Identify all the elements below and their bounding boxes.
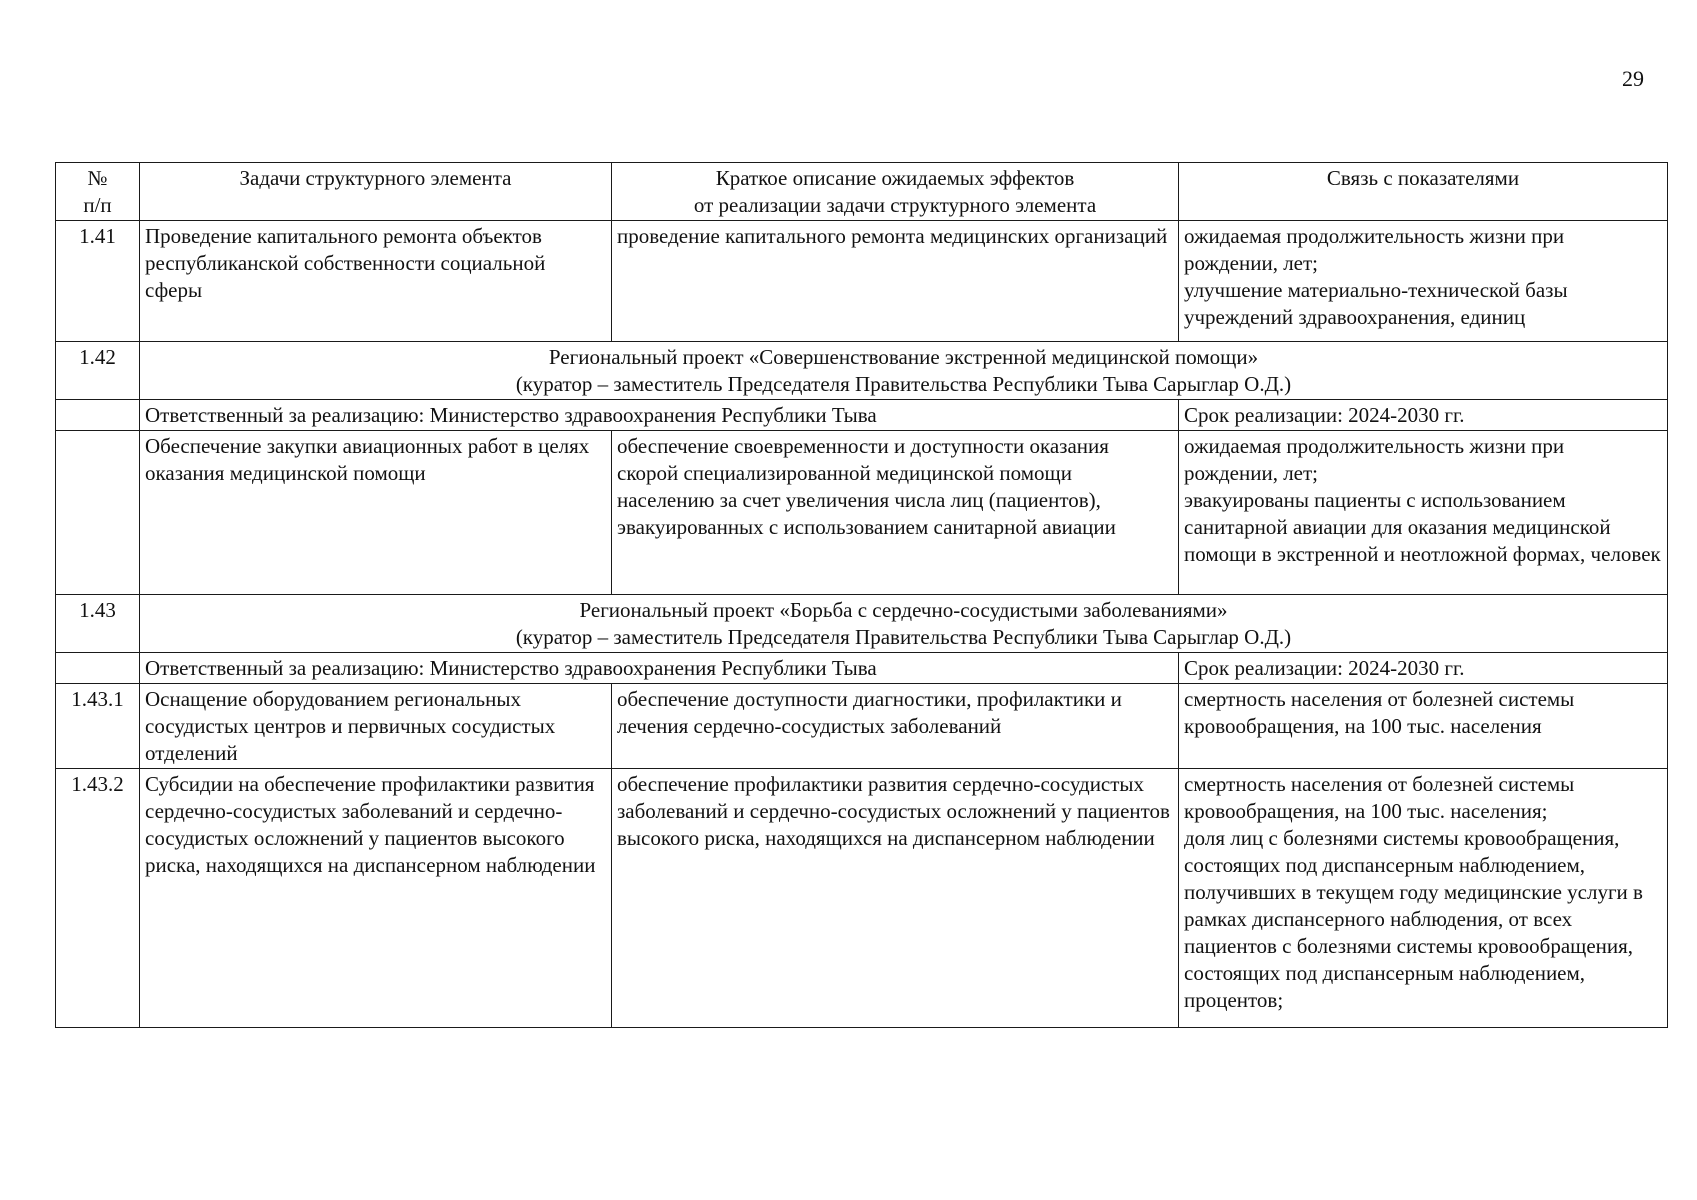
project-title: Региональный проект «Борьба с сердечно-сосудистыми заболеваниями» [579, 598, 1228, 622]
indicator-item: доля лиц с болезнями системы кровообращения, состоящих под диспансерным наблюдением, получивших в текущем году медицинские услуги в рамках диспансерного наблюдения, от всех пациентов с болезнями системы кровообращения, состоящих под диспансерным наблюдением, процентов; [1184, 826, 1643, 1012]
table-row-1-43-responsible [56, 653, 1668, 684]
effect-cell: обеспечение доступности диагностики, профилактики и лечения сердечно-сосудистых заболеваний [612, 684, 1179, 769]
header-effects-line-1: Краткое описание ожидаемых эффектов [715, 166, 1075, 190]
effect-cell: обеспечение своевременности и доступности оказания скорой специализированной медицинской помощи населению за счет увеличения числа лиц (пациентов), эвакуированных с использованием санитарной авиации [612, 431, 1179, 595]
table-row-1-43-2 [56, 769, 1668, 1028]
row-number: 1.43.1 [56, 684, 140, 769]
page-number: 29 [1622, 66, 1644, 91]
row-number: 1.43 [56, 595, 140, 653]
empty-cell [56, 400, 140, 431]
indicator-item: ожидаемая продолжительность жизни при рождении, лет; [1184, 434, 1565, 485]
project-title-cell [140, 595, 1668, 653]
effect-cell: обеспечение профилактики развития сердечно-сосудистых заболеваний и сердечно-сосудистых осложнений у пациентов высокого риска, находящихся на диспансерном наблюдении [612, 769, 1179, 1028]
row-number: 1.43.2 [56, 769, 140, 1028]
indicator-item: ожидаемая продолжительность жизни при рождении, лет; [1184, 224, 1565, 275]
indicators-cell [1179, 684, 1668, 769]
table-row-1-43 [56, 595, 1668, 653]
table-row-1-42-task [56, 431, 1668, 595]
header-indicators: Связь с показателями [1179, 163, 1668, 221]
empty-cell [56, 431, 140, 595]
header-effects-line-2: от реализации задачи структурного элемента [693, 193, 1097, 217]
project-curator: (куратор – заместитель Председателя Правительства Республики Тыва Сарыглар О.Д.) [515, 625, 1292, 649]
indicators-cell [1179, 221, 1668, 342]
responsible-cell: Ответственный за реализацию: Министерство здравоохранения Республики Тыва [140, 653, 1179, 684]
table-row-1-42 [56, 342, 1668, 400]
term-cell: Срок реализации: 2024-2030 гг. [1179, 400, 1668, 431]
header-num [56, 163, 140, 221]
task-cell: Субсидии на обеспечение профилактики развития сердечно-сосудистых заболеваний и сердечно-сосудистых осложнений у пациентов высокого риска, находящихся на диспансерном наблюдении [140, 769, 612, 1028]
task-cell: Проведение капитального ремонта объектов республиканской собственности социальной сферы [140, 221, 612, 342]
responsible-cell: Ответственный за реализацию: Министерство здравоохранения Республики Тыва [140, 400, 1179, 431]
indicators-cell [1179, 769, 1668, 1028]
project-title-cell [140, 342, 1668, 400]
indicator-item: смертность населения от болезней системы кровообращения, на 100 тыс. населения; [1184, 772, 1575, 823]
effect-cell: проведение капитального ремонта медицинских организаций [612, 221, 1179, 342]
table-row-1-42-responsible [56, 400, 1668, 431]
indicator-item: смертность населения от болезней системы кровообращения, на 100 тыс. населения [1184, 687, 1575, 738]
header-num-line-1: № [87, 166, 108, 190]
term-cell: Срок реализации: 2024-2030 гг. [1179, 653, 1668, 684]
table-header-row [56, 163, 1668, 221]
task-cell: Оснащение оборудованием региональных сосудистых центров и первичных сосудистых отделений [140, 684, 612, 769]
task-cell: Обеспечение закупки авиационных работ в целях оказания медицинской помощи [140, 431, 612, 595]
header-tasks: Задачи структурного элемента [140, 163, 612, 221]
project-curator: (куратор – заместитель Председателя Правительства Республики Тыва Сарыглар О.Д.) [515, 372, 1292, 396]
indicators-cell [1179, 431, 1668, 595]
indicator-item: улучшение материально-технической базы учреждений здравоохранения, единиц [1184, 278, 1568, 329]
row-number: 1.42 [56, 342, 140, 400]
empty-cell [56, 653, 140, 684]
header-num-line-2: п/п [83, 193, 112, 217]
project-title: Региональный проект «Совершенствование экстренной медицинской помощи» [548, 345, 1259, 369]
indicator-item: эвакуированы пациенты с использованием санитарной авиации для оказания медицинской помощи в экстренной и неотложной формах, человек [1184, 488, 1661, 566]
structural-elements-table [55, 162, 1668, 1028]
header-effects [612, 163, 1179, 221]
table-row-1-43-1 [56, 684, 1668, 769]
table-row-1-41 [56, 221, 1668, 342]
row-number: 1.41 [56, 221, 140, 342]
